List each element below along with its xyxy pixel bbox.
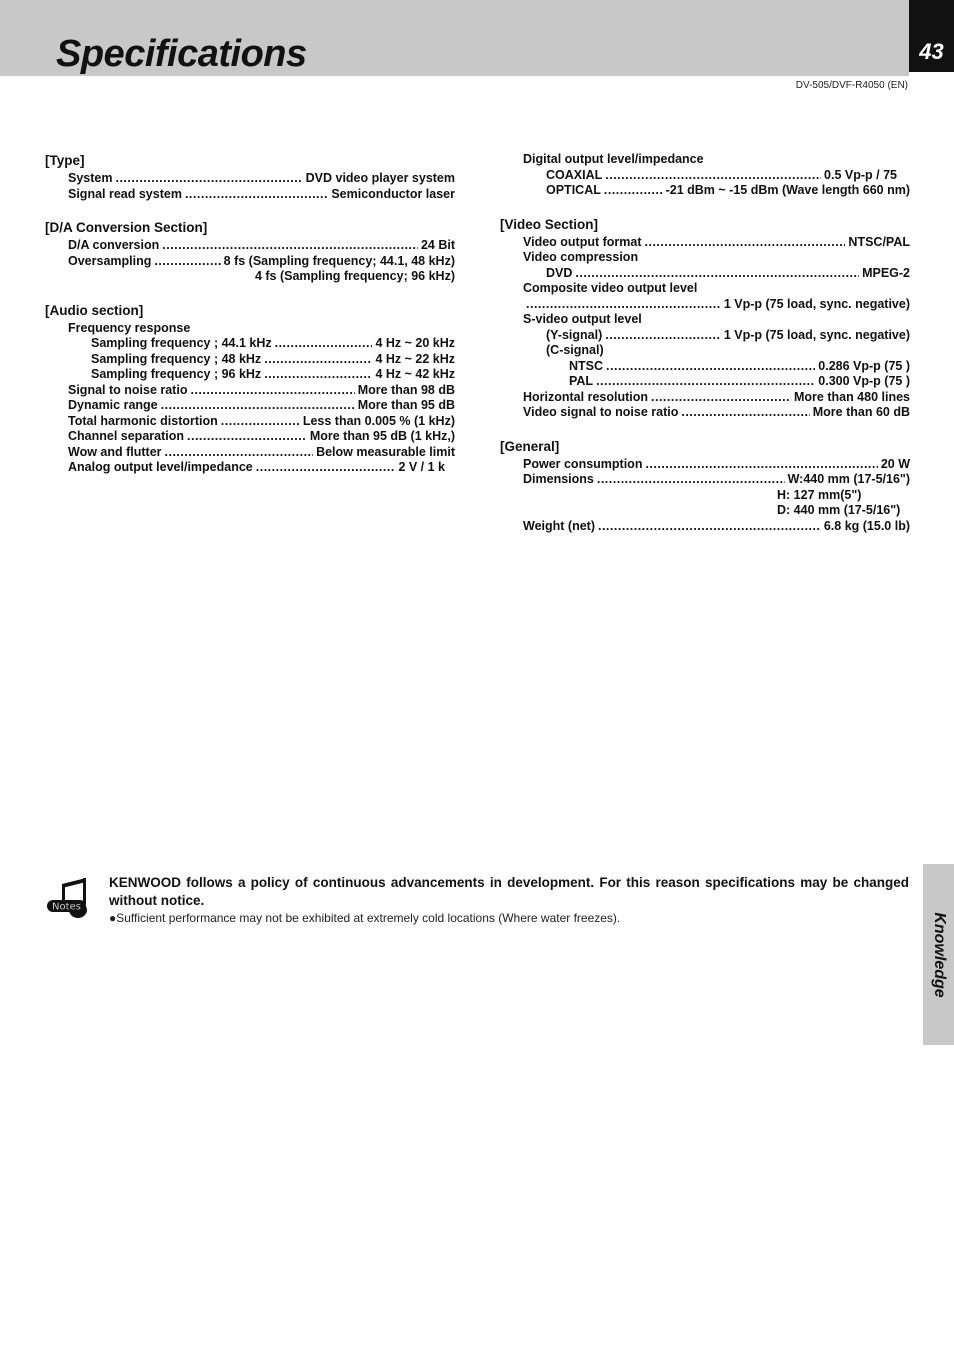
spec-row bbox=[45, 383, 455, 399]
spec-row bbox=[45, 171, 455, 187]
notes-sub-text: Sufficient performance may not be exhibited at extremely cold locations (Where water freezes). bbox=[116, 911, 621, 925]
spec-subheading: S-video output level bbox=[523, 312, 642, 326]
spec-value: More than 60 dB bbox=[812, 405, 910, 419]
spec-label: Video output format bbox=[523, 234, 642, 249]
spec-value: More than 480 lines bbox=[793, 389, 910, 404]
spec-value: Less than 0.005 % (1 kHz) bbox=[302, 413, 455, 428]
spec-label: Dynamic range bbox=[68, 398, 158, 412]
spec-value: 0.5 Vp-p / 75 bbox=[824, 167, 897, 182]
spec-row bbox=[45, 352, 455, 368]
spec-row bbox=[500, 457, 910, 473]
notes-bullet-item bbox=[109, 910, 909, 926]
spec-label: DVD bbox=[546, 265, 573, 280]
spec-label: COAXIAL bbox=[546, 167, 603, 182]
side-tab-knowledge bbox=[923, 864, 954, 1045]
spec-label: Sampling frequency ; 44.1 kHz bbox=[91, 336, 272, 350]
spec-row bbox=[500, 519, 910, 535]
spec-value: 4 Hz ~ 20 kHz bbox=[375, 336, 455, 350]
spec-label: Signal to noise ratio bbox=[68, 382, 188, 397]
spec-label: Signal read system bbox=[68, 186, 182, 201]
spec-row bbox=[500, 359, 910, 375]
notes-icon-label: Notes bbox=[52, 901, 81, 913]
side-tab-label: Knowledge bbox=[930, 911, 948, 998]
spec-label: Oversampling bbox=[68, 253, 152, 268]
spec-row bbox=[500, 390, 910, 406]
spec-row bbox=[45, 429, 455, 445]
spec-label: Total harmonic distortion bbox=[68, 413, 218, 428]
spec-row bbox=[45, 336, 455, 352]
spec-label: Dimensions bbox=[523, 472, 594, 486]
spec-value: 0.300 Vp-p (75 ) bbox=[818, 374, 910, 388]
spec-row bbox=[500, 328, 910, 344]
spec-value: 1 Vp-p (75 load, sync. negative) bbox=[723, 327, 910, 342]
spec-label: Wow and flutter bbox=[68, 444, 162, 459]
spec-row bbox=[45, 367, 455, 383]
spec-value: 6.8 kg (15.0 lb) bbox=[823, 518, 910, 533]
spec-value-continued: H: 127 mm(5") bbox=[777, 487, 862, 502]
spec-value: More than 95 dB (1 kHz,) bbox=[309, 429, 455, 443]
spec-label: NTSC bbox=[569, 358, 604, 373]
spec-row bbox=[45, 398, 455, 414]
left-spec-column bbox=[45, 152, 455, 476]
notes-icon bbox=[46, 876, 90, 920]
spec-value: More than 95 dB bbox=[357, 398, 455, 412]
spec-value: NTSC/PAL bbox=[848, 234, 910, 249]
spec-value: 0.286 Vp-p (75 ) bbox=[818, 358, 910, 373]
spec-row bbox=[45, 238, 455, 254]
spec-row bbox=[500, 374, 910, 390]
spec-value: Below measurable limit bbox=[316, 444, 455, 459]
spec-row bbox=[500, 168, 910, 184]
section-title-type: [Type] bbox=[45, 153, 85, 168]
spec-value: 4 Hz ~ 22 kHz bbox=[375, 351, 455, 366]
spec-label: (Y-signal) bbox=[546, 327, 603, 342]
right-spec-column bbox=[500, 152, 910, 534]
spec-row bbox=[500, 472, 910, 488]
spec-label: Horizontal resolution bbox=[523, 389, 648, 404]
spec-subheading: Video compression bbox=[523, 250, 639, 264]
spec-subheading: (C-signal) bbox=[546, 343, 604, 357]
spec-label: PAL bbox=[569, 374, 594, 388]
spec-value: 24 Bit bbox=[420, 238, 455, 252]
spec-value: Semiconductor laser bbox=[331, 186, 455, 201]
section-title-video: [Video Section] bbox=[500, 216, 599, 232]
spec-value-continued: 4 fs (Sampling frequency; 96 kHz) bbox=[254, 269, 455, 283]
spec-row bbox=[45, 445, 455, 461]
section-title-da: [D/A Conversion Section] bbox=[45, 220, 208, 235]
spec-row bbox=[45, 460, 455, 476]
spec-row bbox=[45, 254, 455, 270]
spec-row bbox=[45, 187, 455, 203]
spec-label: Sampling frequency ; 96 kHz bbox=[91, 367, 262, 381]
spec-label: Analog output level/impedance bbox=[68, 460, 253, 474]
spec-value: DVD video player system bbox=[305, 171, 455, 185]
spec-label: Video signal to noise ratio bbox=[523, 405, 679, 419]
spec-value: 4 Hz ~ 42 kHz bbox=[375, 367, 455, 381]
spec-label: Weight (net) bbox=[523, 518, 595, 533]
spec-label: System bbox=[68, 171, 113, 185]
spec-value: -21 dBm ~ -15 dBm (Wave length 660 nm) bbox=[665, 183, 910, 197]
spec-label: Sampling frequency ; 48 kHz bbox=[91, 351, 262, 366]
spec-subheading: Digital output level/impedance bbox=[523, 152, 704, 166]
spec-value: 8 fs (Sampling frequency; 44.1, 48 kHz) bbox=[223, 253, 455, 268]
spec-value: MPEG-2 bbox=[862, 265, 910, 280]
spec-row bbox=[45, 414, 455, 430]
spec-row bbox=[500, 235, 910, 251]
spec-label: OPTICAL bbox=[546, 183, 601, 197]
spec-row bbox=[500, 183, 910, 199]
section-title-audio: [Audio section] bbox=[45, 302, 144, 318]
spec-subheading: Composite video output level bbox=[523, 281, 698, 295]
spec-value: 1 Vp-p (75 load, sync. negative) bbox=[723, 296, 910, 311]
page-title: Specifications bbox=[56, 33, 307, 75]
spec-row bbox=[500, 297, 910, 313]
spec-subheading: Frequency response bbox=[68, 320, 191, 335]
spec-label: Power consumption bbox=[523, 456, 643, 471]
section-title-general: [General] bbox=[500, 438, 560, 454]
spec-value: 2 V / 1 k bbox=[398, 460, 445, 474]
model-code: DV-505/DVF-R4050 (EN) bbox=[795, 80, 908, 91]
spec-value-continued: D: 440 mm (17-5/16") bbox=[777, 503, 901, 517]
spec-label: D/A conversion bbox=[68, 238, 160, 252]
spec-label: Channel separation bbox=[68, 429, 184, 443]
spec-value: 20 W bbox=[880, 456, 910, 471]
page-number: 43 bbox=[909, 0, 954, 72]
spec-value: W:440 mm (17-5/16") bbox=[787, 472, 910, 486]
spec-row bbox=[500, 266, 910, 282]
bullet-icon: ● bbox=[109, 911, 117, 925]
notes-main-text: KENWOOD follows a policy of continuous advancements in development. For this reason specifications may be changed without notice. bbox=[109, 875, 909, 908]
spec-value: More than 98 dB bbox=[357, 382, 455, 397]
spec-row bbox=[500, 405, 910, 421]
